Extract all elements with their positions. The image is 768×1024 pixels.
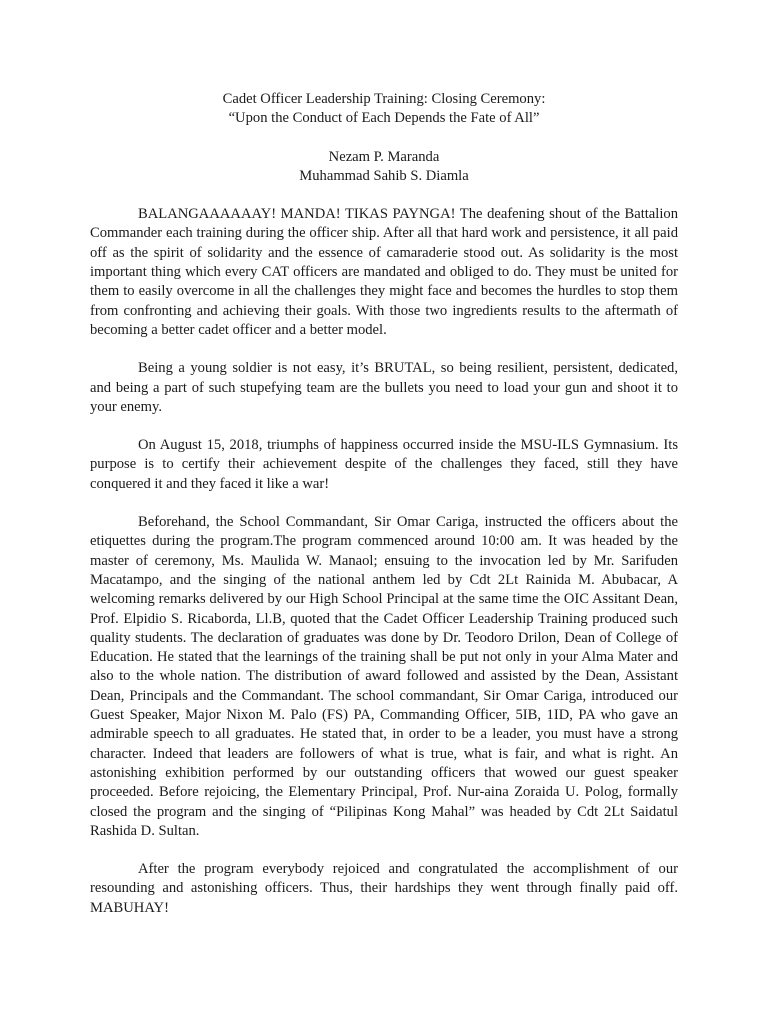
body-paragraph: Being a young soldier is not easy, it’s BRUTAL, so being resilient, persistent, dedicated, and being a part of such stupefying team are the bullets you need to load your gun and shoot it to your enemy. (90, 360, 678, 415)
body-paragraph: Beforehand, the School Commandant, Sir Omar Cariga, instructed the officers about the etiquettes during the program.The program commenced around 10:00 am. It was headed by the master of ceremony, Ms. Maulida W. Manaol; ensuing to the invocation led by Mr. Sarifuden Macatampo, and the singing of the national anthem led by Cdt 2Lt Rainida M. Abubacar, A welcoming remarks delivered by our High School Principal at the same time the OIC Assitant Dean, Prof. Elpidio S. Ricaborda, Ll.B, quoted that the Cadet Officer Leadership Training produced such quality students. The declaration of graduates was done by Dr. Teodoro Drilon, Dean of College of Education. He stated that the learnings of the training shall be put not only in your Alma Mater and also to the whole nation. The distribution of award followed and assisted by the Dean, Assistant Dean, Principals and the Commandant. The school commandant, Sir Omar Cariga, introduced our Guest Speaker, Major Nixon M. Palo (FS) PA, Commanding Officer, 5IB, 1ID, PA who gave an admirable speech to all graduates. He stated that, in order to be a leader, you must have a strong character. Indeed that leaders are followers of what is true, what is fair, and what is right. An astonishing exhibition performed by our outstanding officers that wowed our guest speaker proceeded. Before rejoicing, the Elementary Principal, Prof. Nur-aina Zoraida U. Polog, formally closed the program and the singing of “Pilipinas Kong Mahal” was headed by Cdt 2Lt Saidatul Rashida D. Sultan. (90, 514, 678, 839)
body-paragraph: BALANGAAAAAAY! MANDA! TIKAS PAYNGA! The deafening shout of the Battalion Commander each training during the officer ship. After all that hard work and persistence, it all paid off as the spirit of solidarity and the essence of camaraderie stood out. As solidarity is the most important thing which every CAT officers are mandated and obliged to do. They must be united for them to easily overcome in all the challenges they might face and becomes the hurdles to stop them from confronting and achieving their goals. With those two ingredients results to the aftermath of becoming a better cadet officer and a better model. (90, 206, 678, 338)
subtitle-line: “Upon the Conduct of Each Depends the Fate of All” (228, 110, 540, 127)
author-name: Nezam P. Maranda (328, 148, 440, 165)
author-list (90, 148, 678, 187)
document-page (90, 90, 678, 918)
author-name: Muhammad Sahib S. Diamla (299, 167, 469, 184)
body-paragraph: On August 15, 2018, triumphs of happiness occurred inside the MSU-ILS Gymnasium. Its purpose is to certify their achievement despite of the challenges they faced, still they have conquered it and they faced it like a war! (90, 437, 678, 492)
body-paragraph: After the program everybody rejoiced and congratulated the accomplishment of our resounding and astonishing officers. Thus, their hardships they went through finally paid off. MABUHAY! (90, 861, 678, 916)
document-title (90, 90, 678, 129)
title-line: Cadet Officer Leadership Training: Closing Ceremony: (222, 91, 546, 107)
